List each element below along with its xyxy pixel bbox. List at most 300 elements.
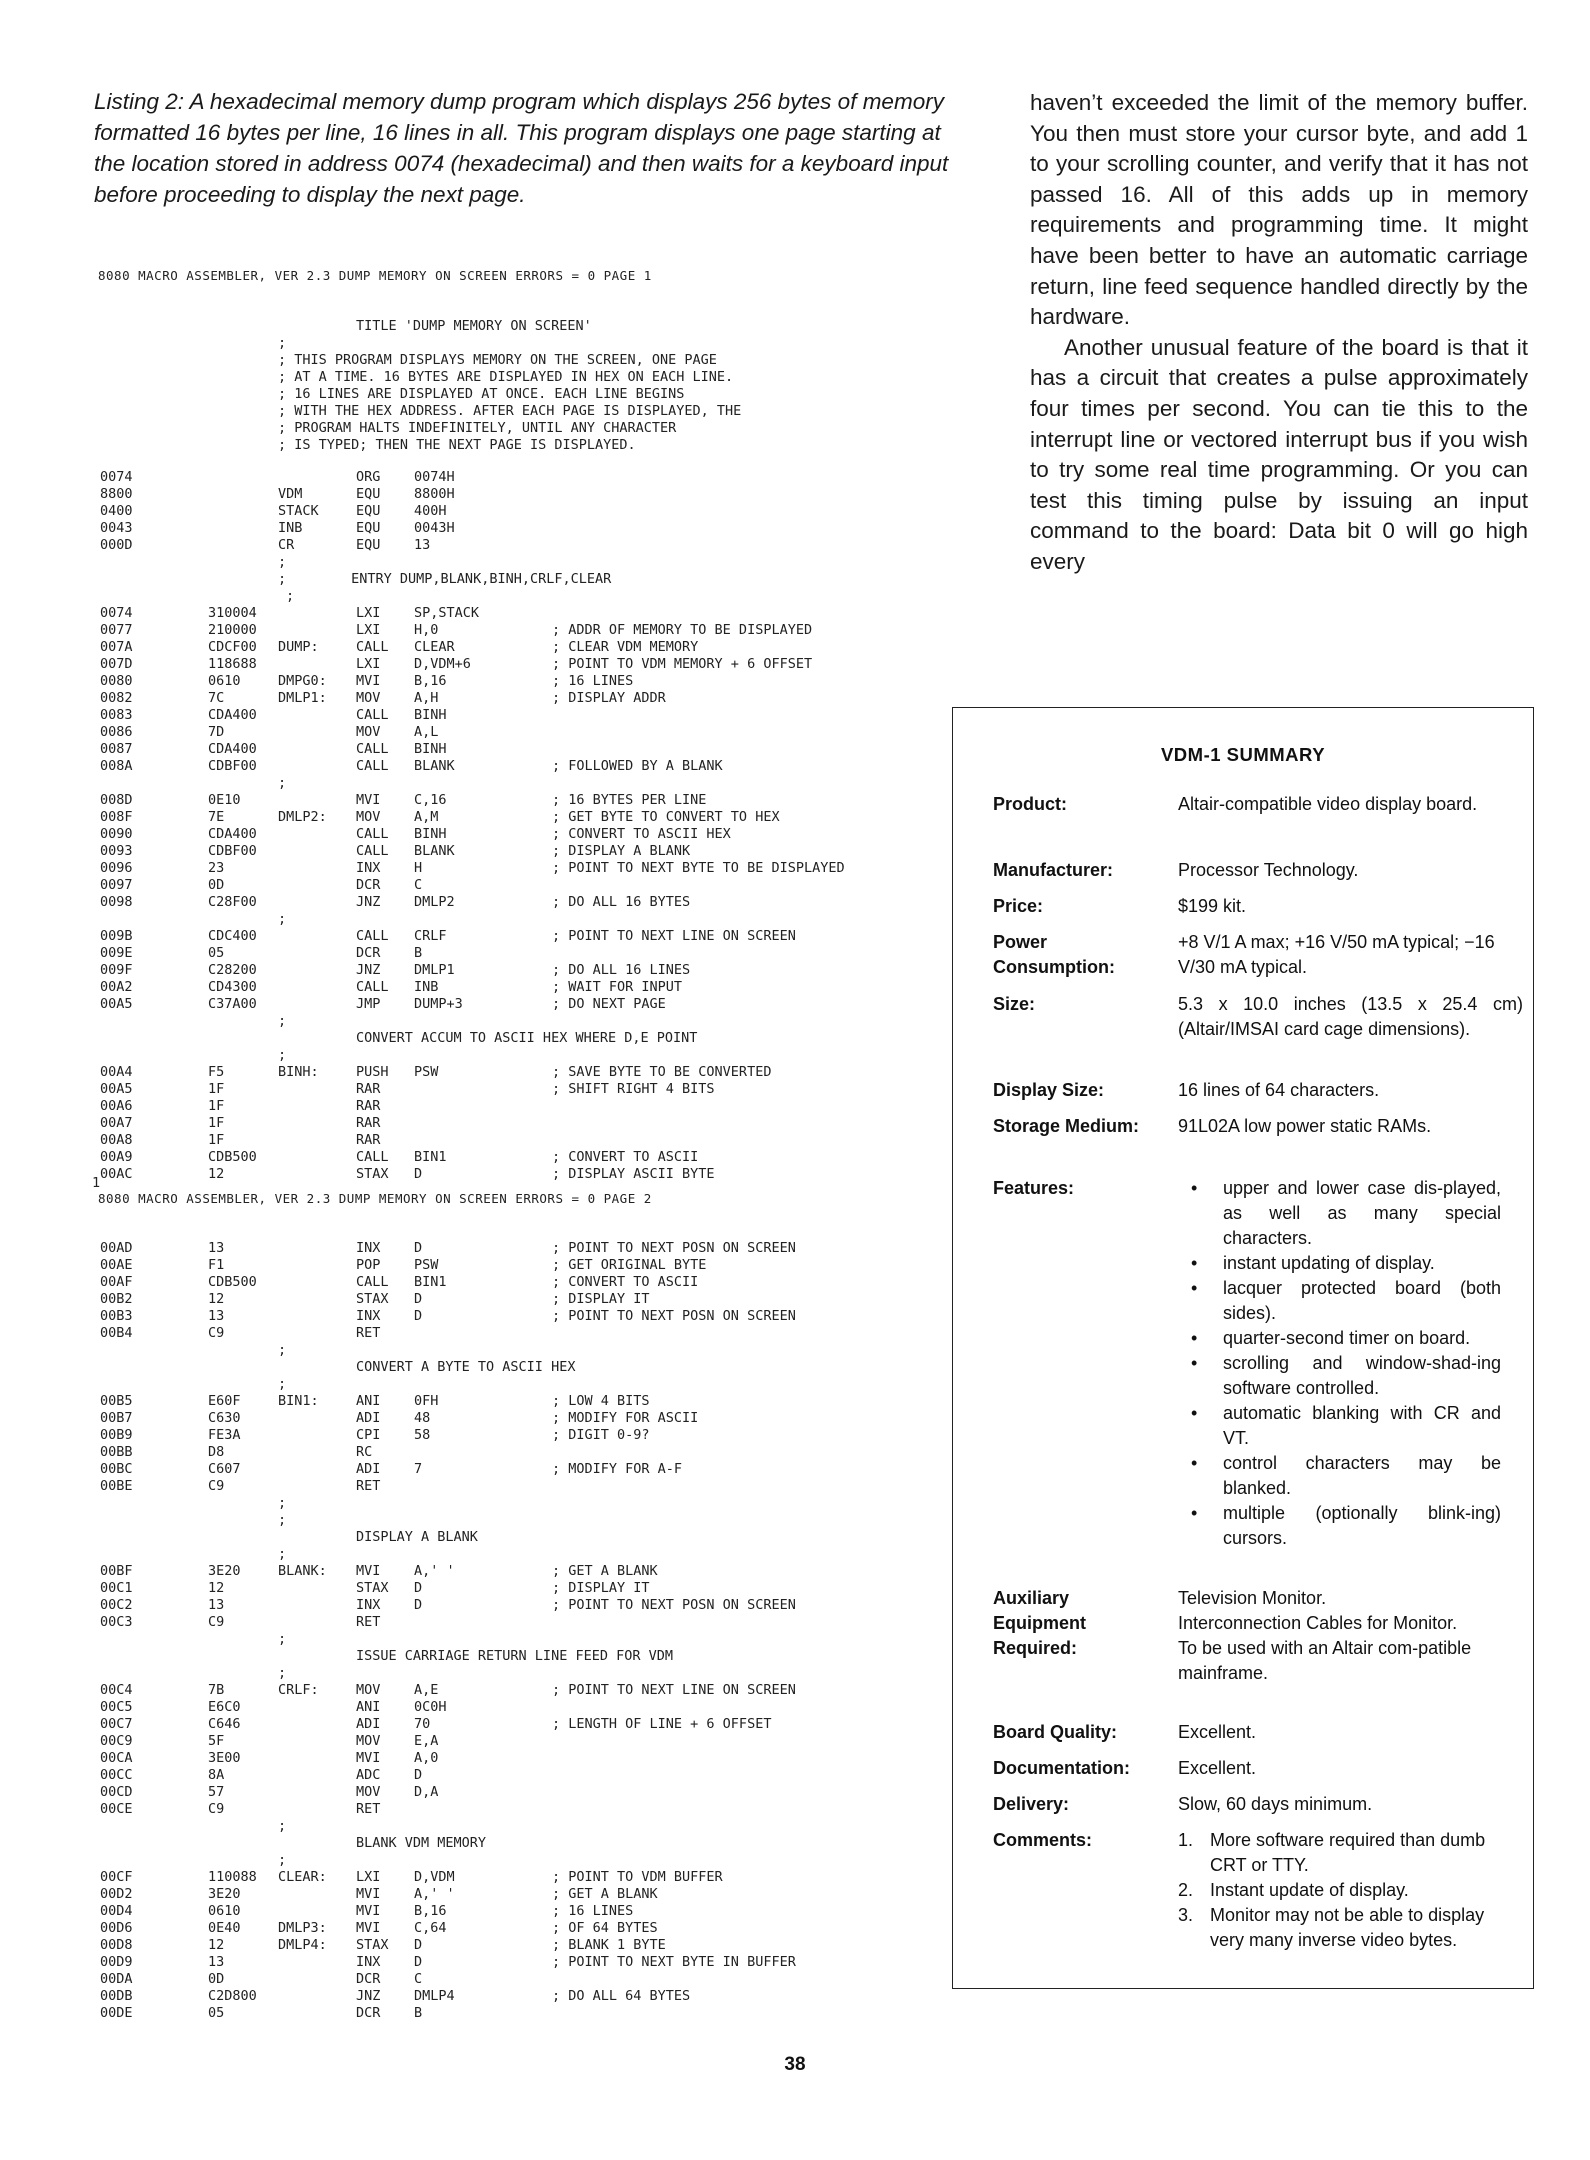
section-title <box>100 1835 980 1852</box>
code-line <box>100 809 980 826</box>
line-mnemonic: PUSH <box>356 1064 389 1080</box>
line-operand: BIN1 <box>414 1149 447 1165</box>
code-line <box>100 1869 980 1886</box>
line-mnemonic: LXI <box>356 605 381 621</box>
manufacturer-label: Manufacturer: <box>993 860 1114 880</box>
semicolon-line <box>100 1546 980 1563</box>
line-address: 00D9 <box>100 1954 133 1970</box>
line-address: 00B5 <box>100 1393 133 1409</box>
line-mnemonic: MOV <box>356 724 381 740</box>
line-address: 0097 <box>100 877 133 893</box>
section-title-text: CONVERT ACCUM TO ASCII HEX WHERE D,E POINT <box>356 1030 698 1046</box>
semicolon-line-text: ; <box>278 1852 287 1868</box>
line-address: 00B9 <box>100 1427 133 1443</box>
line-operand: D <box>414 1308 423 1324</box>
line-object-code: CDCF00 <box>208 639 257 655</box>
quality-value: Excellent. <box>1178 1722 1257 1742</box>
line-mnemonic: EQU <box>356 503 381 519</box>
comment-number: 2. <box>1178 1880 1194 1900</box>
line-object-code: C28F00 <box>208 894 257 910</box>
comment-line-text: ; WITH THE HEX ADDRESS. AFTER EACH PAGE IS DISPLAYED, THE <box>278 403 742 419</box>
section-title-text: CONVERT A BYTE TO ASCII HEX <box>356 1359 576 1375</box>
line-comment: ; DISPLAY A BLANK <box>552 843 691 859</box>
line-comment: ; 16 LINES <box>552 1903 634 1919</box>
quality-label: Board Quality: <box>993 1722 1118 1742</box>
line-address: 007A <box>100 639 133 655</box>
vdm-summary-box <box>952 707 1534 1989</box>
line-mnemonic: ADC <box>356 1767 381 1783</box>
line-label: DMLP2: <box>278 809 327 825</box>
line-operand: 48 <box>414 1410 431 1426</box>
line-mnemonic: INX <box>356 1597 381 1613</box>
code-line <box>100 1325 980 1342</box>
line-label: DMLP4: <box>278 1937 327 1953</box>
line-comment: ; LOW 4 BITS <box>552 1393 650 1409</box>
code-line <box>100 877 980 894</box>
manufacturer-value: Processor Technology. <box>1178 860 1359 880</box>
line-mnemonic: RC <box>356 1444 373 1460</box>
storage-value: 91L02A low power static RAMs. <box>1178 1116 1432 1136</box>
line-operand: D <box>414 1291 423 1307</box>
comment-number: 1. <box>1178 1830 1194 1850</box>
code-line <box>100 1937 980 1954</box>
line-mnemonic: EQU <box>356 486 381 502</box>
line-address: 0093 <box>100 843 133 859</box>
line-mnemonic: RET <box>356 1325 381 1341</box>
code-line <box>100 1920 980 1937</box>
line-object-code: 57 <box>208 1784 225 1800</box>
line-comment: ; BLANK 1 BYTE <box>552 1937 666 1953</box>
line-address: 008D <box>100 792 133 808</box>
line-comment: ; CONVERT TO ASCII <box>552 1274 699 1290</box>
semicolon-line <box>100 588 980 605</box>
feature-item: • quarter-second timer on board. <box>1191 1326 1501 1351</box>
line-object-code: CDBF00 <box>208 758 257 774</box>
line-mnemonic: CPI <box>356 1427 381 1443</box>
code-line <box>100 1478 980 1495</box>
line-comment: ; 16 BYTES PER LINE <box>552 792 707 808</box>
line-object-code: 0D <box>208 1971 225 1987</box>
line-comment: ; OF 64 BYTES <box>552 1920 658 1936</box>
entry-line <box>100 571 980 588</box>
line-object-code: C2D800 <box>208 1988 257 2004</box>
semicolon-line-text: ; <box>278 1013 287 1029</box>
code-line <box>100 894 980 911</box>
line-label: DMPG0: <box>278 673 327 689</box>
semicolon-line-text: ; <box>278 1631 287 1647</box>
line-operand: BINH <box>414 707 447 723</box>
semicolon-line-text: ; <box>278 1047 287 1063</box>
body-text <box>1030 88 1528 578</box>
line-address: 00A2 <box>100 979 133 995</box>
section-title <box>100 1359 980 1376</box>
line-mnemonic: MVI <box>356 673 381 689</box>
code-line <box>100 1716 980 1733</box>
line-address: 00C2 <box>100 1597 133 1613</box>
comment-line-text: ; AT A TIME. 16 BYTES ARE DISPLAYED IN HEX ON EACH LINE. <box>278 369 734 385</box>
line-mnemonic: CALL <box>356 928 389 944</box>
line-label: BINH: <box>278 1064 319 1080</box>
aux-item: Television Monitor. <box>1178 1588 1327 1608</box>
line-operand: A,M <box>414 809 439 825</box>
line-mnemonic: STAX <box>356 1937 389 1953</box>
entry-line-text: ; ENTRY DUMP,BLANK,BINH,CRLF,CLEAR <box>278 571 612 587</box>
code-line <box>100 1784 980 1801</box>
line-mnemonic: JNZ <box>356 962 381 978</box>
line-object-code: C646 <box>208 1716 241 1732</box>
line-comment: ; MODIFY FOR A-F <box>552 1461 683 1477</box>
line-object-code: D8 <box>208 1444 225 1460</box>
listing-title <box>100 318 980 335</box>
line-mnemonic: JMP <box>356 996 381 1012</box>
line-address: 0043 <box>100 520 133 536</box>
line-operand: A,E <box>414 1682 439 1698</box>
line-operand: C <box>414 877 423 893</box>
line-mnemonic: MOV <box>356 690 381 706</box>
listing-title-text: TITLE 'DUMP MEMORY ON SCREEN' <box>356 318 592 334</box>
code-line <box>100 741 980 758</box>
comment-line-text: ; 16 LINES ARE DISPLAYED AT ONCE. EACH LINE BEGINS <box>278 386 685 402</box>
feature-item: • automatic blanking with CR and VT. <box>1191 1401 1501 1451</box>
line-address: 0074 <box>100 469 133 485</box>
page-mark <box>92 1175 980 1192</box>
code-line <box>100 1132 980 1149</box>
line-mnemonic: STAX <box>356 1166 389 1182</box>
line-comment: ; POINT TO NEXT BYTE IN BUFFER <box>552 1954 796 1970</box>
page-mark-text: 1 <box>92 1175 101 1191</box>
semicolon-line-text: ; <box>278 1512 287 1528</box>
line-comment: ; CONVERT TO ASCII HEX <box>552 826 731 842</box>
line-operand: BINH <box>414 826 447 842</box>
line-object-code: 12 <box>208 1580 225 1596</box>
line-address: 00AF <box>100 1274 133 1290</box>
code-line <box>100 690 980 707</box>
line-object-code: 3E00 <box>208 1750 241 1766</box>
line-mnemonic: DCR <box>356 1971 381 1987</box>
line-object-code: CDB500 <box>208 1274 257 1290</box>
line-operand: D,VDM+6 <box>414 656 471 672</box>
line-operand: BIN1 <box>414 1274 447 1290</box>
line-object-code: 1F <box>208 1081 225 1097</box>
semicolon-line-text: ; <box>278 911 287 927</box>
line-mnemonic: CALL <box>356 639 389 655</box>
line-object-code: 3E20 <box>208 1886 241 1902</box>
line-object-code: 1F <box>208 1132 225 1148</box>
semicolon-line <box>100 1512 980 1529</box>
line-address: 00CA <box>100 1750 133 1766</box>
line-operand: D <box>414 1597 423 1613</box>
code-line <box>100 605 980 622</box>
line-mnemonic: EQU <box>356 520 381 536</box>
line-comment: ; DO NEXT PAGE <box>552 996 666 1012</box>
line-object-code: 13 <box>208 1954 225 1970</box>
line-object-code: CDBF00 <box>208 843 257 859</box>
line-address: 00C3 <box>100 1614 133 1630</box>
line-address: 00CF <box>100 1869 133 1885</box>
line-mnemonic: MOV <box>356 1733 381 1749</box>
line-comment: ; FOLLOWED BY A BLANK <box>552 758 723 774</box>
line-operand: DMLP4 <box>414 1988 455 2004</box>
power-label <box>993 930 1173 980</box>
code-line <box>100 1098 980 1115</box>
code-line <box>100 656 980 673</box>
line-operand: DMLP1 <box>414 962 455 978</box>
doc-value: Excellent. <box>1178 1758 1257 1778</box>
line-operand: E,A <box>414 1733 439 1749</box>
line-object-code: 05 <box>208 2005 225 2021</box>
line-comment: ; GET A BLANK <box>552 1563 658 1579</box>
line-mnemonic: CALL <box>356 741 389 757</box>
size-label: Size: <box>993 994 1036 1014</box>
line-mnemonic: CALL <box>356 826 389 842</box>
comment-line <box>100 369 980 386</box>
line-comment: ; GET BYTE TO CONVERT TO HEX <box>552 809 780 825</box>
line-mnemonic: CALL <box>356 758 389 774</box>
line-operand: B,16 <box>414 673 447 689</box>
comment-text: Instant update of display. <box>1210 1880 1409 1900</box>
line-operand: A,0 <box>414 1750 439 1766</box>
comment-line-text: ; PROGRAM HALTS INDEFINITELY, UNTIL ANY CHARACTER <box>278 420 677 436</box>
line-operand: D <box>414 1166 423 1182</box>
line-mnemonic: CALL <box>356 979 389 995</box>
line-comment: ; POINT TO NEXT LINE ON SCREEN <box>552 928 796 944</box>
equate-line <box>100 469 980 486</box>
line-mnemonic: STAX <box>356 1291 389 1307</box>
line-operand: PSW <box>414 1257 439 1273</box>
price-value: $199 kit. <box>1178 896 1247 916</box>
line-object-code: CDA400 <box>208 741 257 757</box>
line-address: 00DE <box>100 2005 133 2021</box>
semicolon-line <box>100 1342 980 1359</box>
listing-header-page1: 8080 MACRO ASSEMBLER, VER 2.3 DUMP MEMORY ON SCREEN ERRORS = 0 PAGE 1 <box>98 268 652 283</box>
line-operand: 0C0H <box>414 1699 447 1715</box>
semicolon-line-text: ; <box>278 1818 287 1834</box>
feature-item: • instant updating of display. <box>1191 1251 1501 1276</box>
line-comment: ; DISPLAY ASCII BYTE <box>552 1166 715 1182</box>
line-object-code: 7B <box>208 1682 225 1698</box>
line-address: 00AE <box>100 1257 133 1273</box>
line-operand: C,64 <box>414 1920 447 1936</box>
semicolon-line <box>100 1665 980 1682</box>
line-operand: D,A <box>414 1784 439 1800</box>
line-address: 0086 <box>100 724 133 740</box>
line-address: 0098 <box>100 894 133 910</box>
line-address: 0080 <box>100 673 133 689</box>
line-comment: ; POINT TO NEXT POSN ON SCREEN <box>552 1240 796 1256</box>
feature-item: • multiple (optionally blink-ing) cursors. <box>1191 1501 1501 1551</box>
product-value: Altair-compatible video display board. <box>1178 794 1478 814</box>
line-comment: ; POINT TO NEXT LINE ON SCREEN <box>552 1682 796 1698</box>
line-operand: B,16 <box>414 1903 447 1919</box>
line-object-code: CDA400 <box>208 707 257 723</box>
line-object-code: 110088 <box>208 1869 257 1885</box>
line-object-code: 13 <box>208 1308 225 1324</box>
section-title-text: ISSUE CARRIAGE RETURN LINE FEED FOR VDM <box>356 1648 673 1664</box>
semicolon-line-text: ; <box>286 588 295 604</box>
line-operand: D <box>414 1937 423 1953</box>
comment-line-text: ; <box>278 335 287 351</box>
line-comment: ; LENGTH OF LINE + 6 OFFSET <box>552 1716 772 1732</box>
line-object-code: CDA400 <box>208 826 257 842</box>
line-address: 00B7 <box>100 1410 133 1426</box>
line-label: DMLP3: <box>278 1920 327 1936</box>
comment-line <box>100 335 980 352</box>
code-line <box>100 1886 980 1903</box>
line-comment: ; DO ALL 16 BYTES <box>552 894 691 910</box>
assembly-listing <box>92 258 980 2038</box>
feature-item: • lacquer protected board (both sides). <box>1191 1276 1501 1326</box>
code-line <box>100 1064 980 1081</box>
line-operand: PSW <box>414 1064 439 1080</box>
line-label: BLANK: <box>278 1563 327 1579</box>
code-line <box>100 1563 980 1580</box>
storage-label: Storage Medium: <box>993 1116 1140 1136</box>
line-mnemonic: CALL <box>356 1274 389 1290</box>
line-object-code: 118688 <box>208 656 257 672</box>
line-operand: C <box>414 1971 423 1987</box>
delivery-label: Delivery: <box>993 1794 1070 1814</box>
line-object-code: 7E <box>208 809 225 825</box>
line-operand: D <box>414 1954 423 1970</box>
line-operand: DMLP2 <box>414 894 455 910</box>
line-operand: DUMP+3 <box>414 996 463 1012</box>
feature-item: • upper and lower case dis-played, as well as many special characters. <box>1191 1176 1501 1251</box>
comments-label: Comments: <box>993 1830 1093 1850</box>
aux-item: To be used with an Altair com-patible mainframe. <box>1178 1638 1472 1683</box>
semicolon-line <box>100 554 980 571</box>
line-address: 00DA <box>100 1971 133 1987</box>
comment-line-text: ; IS TYPED; THEN THE NEXT PAGE IS DISPLAYED. <box>278 437 636 453</box>
line-mnemonic: MOV <box>356 1682 381 1698</box>
line-operand: B <box>414 2005 423 2021</box>
line-mnemonic: RET <box>356 1801 381 1817</box>
line-address: 0083 <box>100 707 133 723</box>
line-address: 00AC <box>100 1166 133 1182</box>
comments-list <box>1178 1828 1523 1953</box>
comment-text: Monitor may not be able to display very many inverse video bytes. <box>1210 1905 1485 1950</box>
semicolon-line <box>100 1376 980 1393</box>
line-address: 0096 <box>100 860 133 876</box>
line-address: 0400 <box>100 503 133 519</box>
display-value: 16 lines of 64 characters. <box>1178 1080 1380 1100</box>
code-line <box>100 1115 980 1132</box>
code-line <box>100 1240 980 1257</box>
line-operand: D,VDM <box>414 1869 455 1885</box>
equate-line <box>100 486 980 503</box>
section-title <box>100 1529 980 1546</box>
code-line <box>100 1149 980 1166</box>
line-address: 00A8 <box>100 1132 133 1148</box>
semicolon-line <box>100 1047 980 1064</box>
feature-item: • control characters may be blanked. <box>1191 1451 1501 1501</box>
code-line <box>100 1461 980 1478</box>
line-object-code: 3E20 <box>208 1563 241 1579</box>
code-line <box>100 1614 980 1631</box>
page-number: 38 <box>784 2054 806 2075</box>
line-mnemonic: ANI <box>356 1699 381 1715</box>
line-address: 00C9 <box>100 1733 133 1749</box>
line-comment: ; DIGIT 0-9? <box>552 1427 650 1443</box>
line-operand: 8800H <box>414 486 455 502</box>
line-mnemonic: POP <box>356 1257 381 1273</box>
line-operand: C,16 <box>414 792 447 808</box>
listing-caption: Listing 2: A hexadecimal memory dump program which displays 256 bytes of memory formatted 16 bytes per line, 16 lines in all. This program displays one page starting at the location stored in address 0074 (hexadecimal) and then waits for a keyboard input before proceeding to display the next page. <box>94 89 949 207</box>
line-object-code: 12 <box>208 1166 225 1182</box>
semicolon-line <box>100 1631 980 1648</box>
line-address: 00BB <box>100 1444 133 1460</box>
line-mnemonic: INX <box>356 1240 381 1256</box>
code-line <box>100 1903 980 1920</box>
body-paragraph-1: haven’t exceeded the limit of the memory buffer. You then must store your cursor byte, and add 1 to your scrolling counter, and verify that it has not passed 16. All of this adds up in memory requirements and programming time. It might have been better to have an automatic carriage return, line feed sequence handled directly by the hardware. <box>1030 90 1528 330</box>
line-mnemonic: RET <box>356 1614 381 1630</box>
line-object-code: C9 <box>208 1614 225 1630</box>
line-comment: ; POINT TO VDM BUFFER <box>552 1869 723 1885</box>
line-operand: H,0 <box>414 622 439 638</box>
code-line <box>100 724 980 741</box>
code-line <box>100 996 980 1013</box>
line-address: 009F <box>100 962 133 978</box>
code-line <box>100 1682 980 1699</box>
code-line <box>100 826 980 843</box>
line-address: 00CD <box>100 1784 133 1800</box>
line-object-code: 05 <box>208 945 225 961</box>
line-object-code: C630 <box>208 1410 241 1426</box>
semicolon-line-text: ; <box>278 775 287 791</box>
line-mnemonic: INX <box>356 1954 381 1970</box>
line-object-code: 0610 <box>208 1903 241 1919</box>
line-comment: ; GET ORIGINAL BYTE <box>552 1257 707 1273</box>
line-comment: ; ADDR OF MEMORY TO BE DISPLAYED <box>552 622 813 638</box>
line-operand: D <box>414 1580 423 1596</box>
line-comment: ; SHIFT RIGHT 4 BITS <box>552 1081 715 1097</box>
semicolon-line-text: ; <box>278 1495 287 1511</box>
line-address: 00CE <box>100 1801 133 1817</box>
line-object-code: FE3A <box>208 1427 241 1443</box>
line-object-code: E60F <box>208 1393 241 1409</box>
aux-label <box>993 1586 1173 1661</box>
line-comment: ; GET A BLANK <box>552 1886 658 1902</box>
line-mnemonic: ORG <box>356 469 381 485</box>
line-address: 00BE <box>100 1478 133 1494</box>
line-operand: H <box>414 860 423 876</box>
line-address: 007D <box>100 656 133 672</box>
power-label-line2: Consumption: <box>993 957 1115 977</box>
aux-label-line2: Equipment <box>993 1613 1086 1633</box>
line-mnemonic: MOV <box>356 1784 381 1800</box>
line-mnemonic: MVI <box>356 1903 381 1919</box>
line-object-code: C9 <box>208 1325 225 1341</box>
line-mnemonic: MVI <box>356 1750 381 1766</box>
line-comment: ; POINT TO NEXT BYTE TO BE DISPLAYED <box>552 860 845 876</box>
line-object-code: F1 <box>208 1257 225 1273</box>
line-mnemonic: RAR <box>356 1081 381 1097</box>
line-address: 00C5 <box>100 1699 133 1715</box>
summary-title: VDM-1 SUMMARY <box>1160 744 1326 765</box>
line-object-code: 23 <box>208 860 225 876</box>
line-address: 00D2 <box>100 1886 133 1902</box>
semicolon-line <box>100 775 980 792</box>
line-address: 008F <box>100 809 133 825</box>
code-line <box>100 1291 980 1308</box>
line-object-code: C9 <box>208 1478 225 1494</box>
semicolon-line <box>100 911 980 928</box>
line-address: 009E <box>100 945 133 961</box>
line-comment: ; CLEAR VDM MEMORY <box>552 639 699 655</box>
line-object-code: 7C <box>208 690 225 706</box>
line-mnemonic: DCR <box>356 2005 381 2021</box>
line-object-code: 13 <box>208 1597 225 1613</box>
code-line <box>100 1308 980 1325</box>
